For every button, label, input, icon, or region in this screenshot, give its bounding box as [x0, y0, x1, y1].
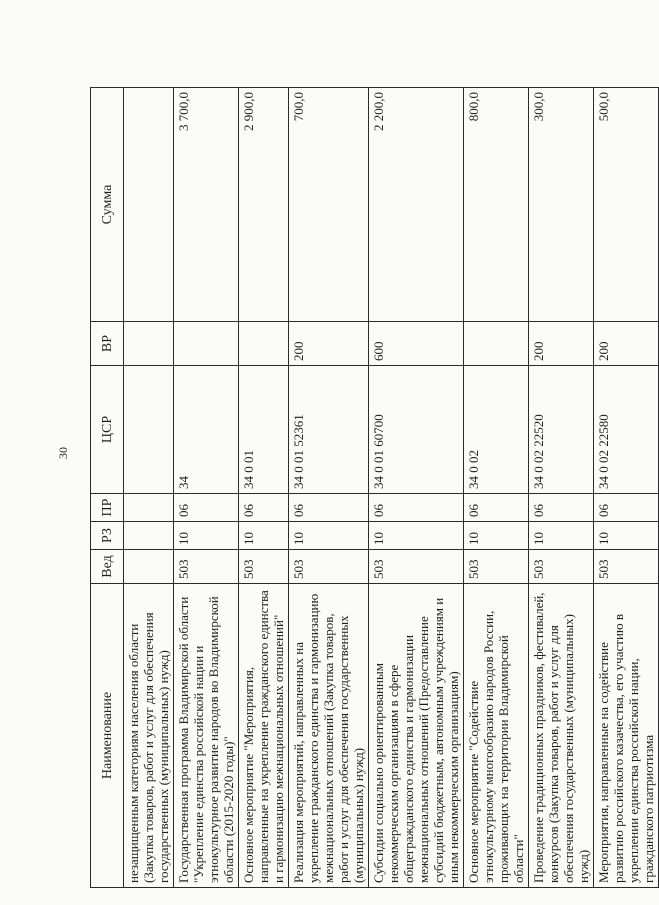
cell-sum: 700,0 [289, 88, 369, 322]
cell-sum: 2 900,0 [239, 88, 289, 322]
header-pr: ПР [91, 494, 124, 522]
cell-sum: 2 200,0 [369, 88, 464, 322]
cell-rz: 10 [464, 522, 529, 550]
header-name: Наименование [91, 584, 124, 888]
cell-sum [124, 88, 174, 322]
cell-csr [124, 366, 174, 494]
cell-vr [464, 322, 529, 366]
cell-name: Государственная программа Владимирской области "Укрепление единства российской нации и этнокультурное развитие народов во Владимирской области (2015-2020 годы)" [174, 584, 239, 888]
cell-vr: 200 [594, 322, 659, 366]
cell-csr: 34 0 02 22520 [529, 366, 594, 494]
cell-ved: 503 [594, 550, 659, 584]
cell-pr [124, 494, 174, 522]
cell-csr: 34 [174, 366, 239, 494]
table-row [174, 88, 239, 888]
cell-ved: 503 [369, 550, 464, 584]
cell-sum: 800,0 [464, 88, 529, 322]
cell-sum: 300,0 [529, 88, 594, 322]
page-number: 30 [56, 447, 70, 459]
cell-ved: 503 [239, 550, 289, 584]
cell-vr: 200 [529, 322, 594, 366]
header-sum: Сумма [91, 88, 124, 322]
cell-sum: 3 700,0 [174, 88, 239, 322]
cell-pr: 06 [289, 494, 369, 522]
cell-name: Проведение традиционных праздников, фестивалей, конкурсов (Закупка товаров, работ и услуг для обеспечения государственных (муниципальных) нужд) [529, 584, 594, 888]
cell-vr [124, 322, 174, 366]
table-row [529, 88, 594, 888]
table-row [464, 88, 529, 888]
cell-pr: 06 [369, 494, 464, 522]
table-row [124, 88, 174, 888]
cell-ved: 503 [289, 550, 369, 584]
cell-pr: 06 [464, 494, 529, 522]
cell-rz: 10 [289, 522, 369, 550]
cell-rz: 10 [529, 522, 594, 550]
cell-ved: 503 [174, 550, 239, 584]
cell-pr: 06 [529, 494, 594, 522]
cell-csr: 34 0 01 52361 [289, 366, 369, 494]
table-row [594, 88, 659, 888]
table-row [289, 88, 369, 888]
cell-vr: 600 [369, 322, 464, 366]
cell-ved: 503 [529, 550, 594, 584]
cell-vr: 200 [289, 322, 369, 366]
cell-name: Мероприятия, направленные на содействие развитию российского казачества, его участию в укреплении единства российской нации, гражданского патриотизма [594, 584, 659, 888]
cell-ved: 503 [464, 550, 529, 584]
cell-sum: 500,0 [594, 88, 659, 322]
cell-pr: 06 [239, 494, 289, 522]
cell-pr: 06 [174, 494, 239, 522]
budget-table [90, 87, 659, 888]
cell-vr [174, 322, 239, 366]
cell-name: Субсидии социально ориентированным некоммерческим организациям в сфере общегражданского единства и гармонизации межнациональных отношений (Предоставление субсидий бюджетным, автономным учреждениям и иным некоммерческим организациям) [369, 584, 464, 888]
cell-vr [239, 322, 289, 366]
cell-rz: 10 [239, 522, 289, 550]
header-ved: Вед [91, 550, 124, 584]
table-header-row [91, 88, 124, 888]
cell-rz: 10 [369, 522, 464, 550]
cell-name: Основное мероприятие "Содействие этнокультурному многообразию народов России, проживающих на территории Владимирской области" [464, 584, 529, 888]
cell-csr: 34 0 01 [239, 366, 289, 494]
cell-csr: 34 0 02 [464, 366, 529, 494]
rotated-table-container [90, 88, 656, 888]
cell-rz [124, 522, 174, 550]
cell-name: Реализация мероприятий, направленных на укрепление гражданского единства и гармонизацию межнациональных отношений (Закупка товаров, работ и услуг для обеспечения государственных (муниципальных) нужд) [289, 584, 369, 888]
table-row [369, 88, 464, 888]
cell-ved [124, 550, 174, 584]
table-row [239, 88, 289, 888]
header-rz: РЗ [91, 522, 124, 550]
cell-rz: 10 [594, 522, 659, 550]
header-csr: ЦСР [91, 366, 124, 494]
cell-rz: 10 [174, 522, 239, 550]
cell-csr: 34 0 01 60700 [369, 366, 464, 494]
header-vr: ВР [91, 322, 124, 366]
cell-pr: 06 [594, 494, 659, 522]
cell-csr: 34 0 02 22580 [594, 366, 659, 494]
cell-name: незащищенным категориям населения области (Закупка товаров, работ и услуг для обеспечения государственных (муниципальных) нужд) [124, 584, 174, 888]
cell-name: Основное мероприятие "Мероприятия, направленные на укрепление гражданского единства и гармонизацию межнациональных отношений" [239, 584, 289, 888]
